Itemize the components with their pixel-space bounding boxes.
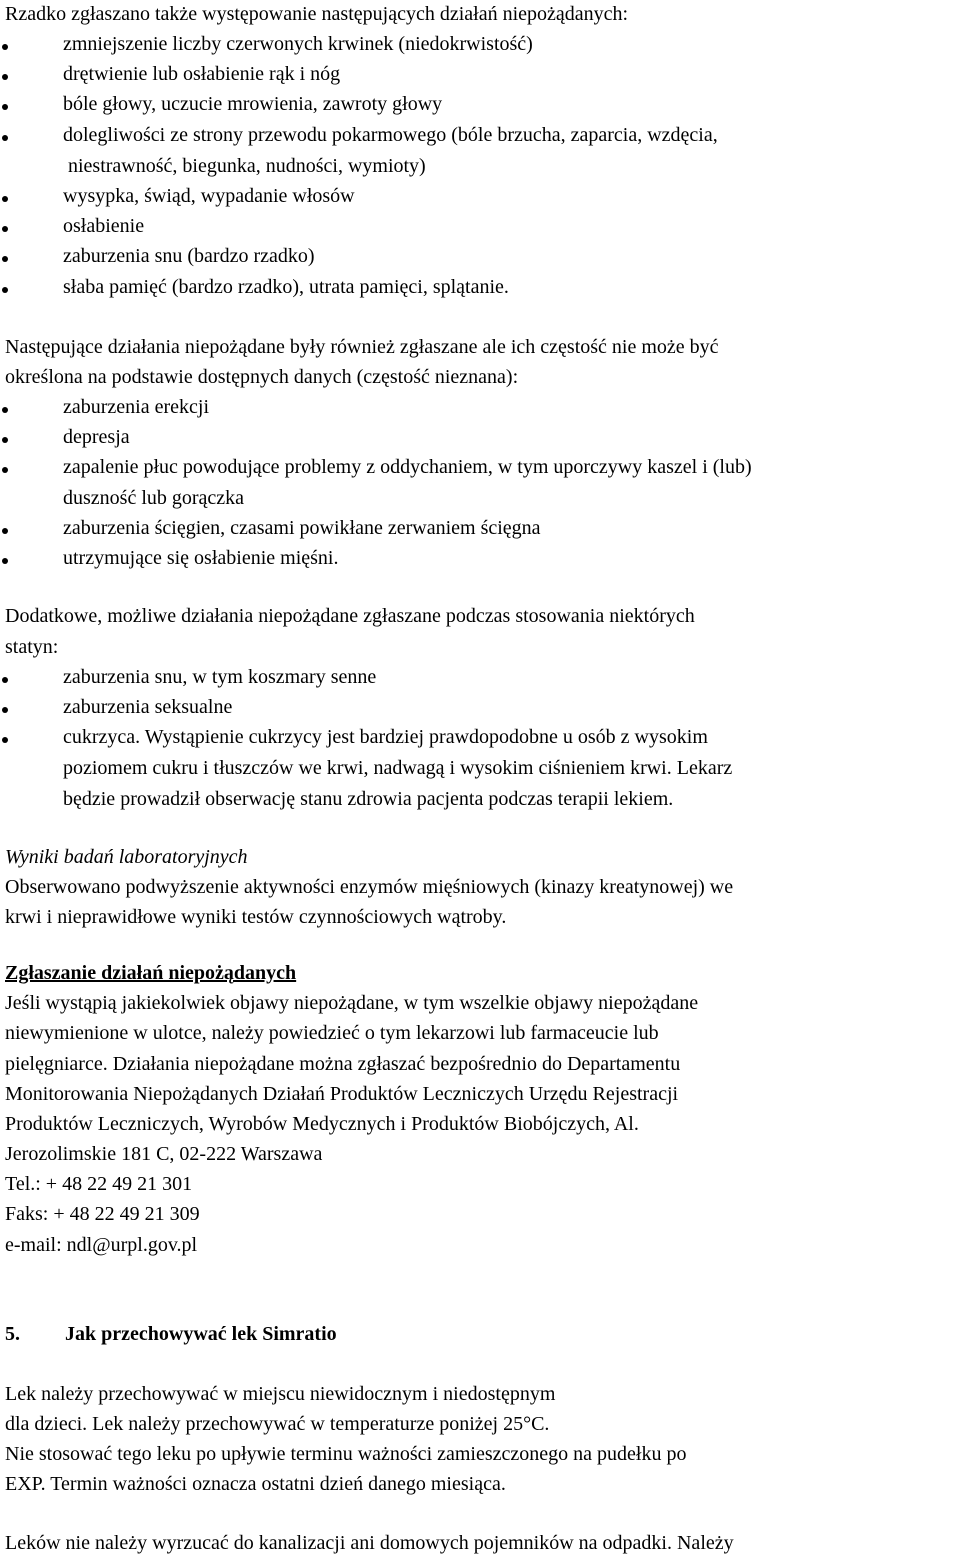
list-item: wysypka, świąd, wypadanie włosów (63, 185, 355, 207)
section3-intro-line1: Dodatkowe, możliwe działania niepożądane zgłaszane podczas stosowania niektórych (5, 605, 695, 627)
reporting-line: niewymienione w ulotce, należy powiedzieć o tym lekarzowi lub farmaceucie lub (5, 1022, 659, 1044)
storage-heading: Jak przechowywać lek Simratio (65, 1323, 337, 1345)
list-item: osłabienie (63, 215, 145, 237)
bullet-icon (2, 74, 8, 80)
bullet-icon (2, 707, 8, 713)
lab-results-heading: Wyniki badań laboratoryjnych (5, 846, 248, 868)
list-item: zapalenie płuc powodujące problemy z oddychaniem, w tym uporczywy kaszel i (lub) (63, 456, 752, 478)
list-item: utrzymujące się osłabienie mięśni. (63, 547, 339, 569)
email-address: e-mail: ndl@urpl.gov.pl (5, 1234, 198, 1256)
bullet-icon (2, 407, 8, 413)
bullet-icon (2, 104, 8, 110)
list-item: słaba pamięć (bardzo rzadko), utrata pamięci, splątanie. (63, 276, 509, 298)
section2-intro-line1: Następujące działania niepożądane były również zgłaszane ale ich częstość nie może być (5, 336, 719, 358)
reporting-line: pielęgniarce. Działania niepożądane można zgłaszać bezpośrednio do Departamentu (5, 1053, 681, 1075)
list-item: cukrzyca. Wystąpienie cukrzycy jest bardziej prawdopodobne u osób z wysokim (63, 726, 708, 748)
list-item: zmniejszenie liczby czerwonych krwinek (niedokrwistość) (63, 33, 533, 55)
list-item: zaburzenia ścięgien, czasami powikłane zerwaniem ścięgna (63, 517, 541, 539)
section2-intro-line2: określona na podstawie dostępnych danych (częstość nieznana): (5, 366, 519, 388)
section1-intro: Rzadko zgłaszano także występowanie następujących działań niepożądanych: (5, 3, 629, 25)
list-item-continuation: duszność lub gorączka (63, 487, 245, 509)
phone-number: Tel.: + 48 22 49 21 301 (5, 1173, 193, 1195)
list-item: dolegliwości ze strony przewodu pokarmowego (bóle brzucha, zaparcia, wzdęcia, (63, 124, 718, 146)
bullet-icon (2, 437, 8, 443)
bullet-icon (2, 737, 8, 743)
list-item-continuation: będzie prowadził obserwację stanu zdrowia pacjenta podczas terapii lekiem. (63, 788, 674, 810)
list-item: zaburzenia erekcji (63, 396, 210, 418)
list-item-continuation: niestrawność, biegunka, nudności, wymioty) (68, 155, 426, 177)
list-item: zaburzenia snu (bardzo rzadko) (63, 245, 315, 267)
bullet-icon (2, 558, 8, 564)
storage-line: dla dzieci. Lek należy przechowywać w temperaturze poniżej 25°C. (5, 1413, 550, 1435)
bullet-icon (2, 467, 8, 473)
bullet-icon (2, 44, 8, 50)
list-item: depresja (63, 426, 130, 448)
list-item-continuation: poziomem cukru i tłuszczów we krwi, nadwagą i wysokim ciśnieniem krwi. Lekarz (63, 757, 733, 779)
bullet-icon (2, 135, 8, 141)
fax-number: Faks: + 48 22 49 21 309 (5, 1203, 200, 1225)
storage-line: EXP. Termin ważności oznacza ostatni dzień danego miesiąca. (5, 1473, 506, 1495)
bullet-icon (2, 226, 8, 232)
list-item: zaburzenia snu, w tym koszmary senne (63, 666, 377, 688)
bullet-icon (2, 677, 8, 683)
reporting-heading: Zgłaszanie działań niepożądanych (5, 962, 297, 984)
bullet-icon (2, 196, 8, 202)
reporting-line: Jerozolimskie 181 C, 02-222 Warszawa (5, 1143, 323, 1165)
lab-results-line2: krwi i nieprawidłowe wyniki testów czynnościowych wątroby. (5, 906, 507, 928)
list-item: drętwienie lub osłabienie rąk i nóg (63, 63, 341, 85)
list-item: bóle głowy, uczucie mrowienia, zawroty głowy (63, 93, 443, 115)
bullet-icon (2, 528, 8, 534)
section-number: 5. (5, 1323, 20, 1345)
section3-intro-line2: statyn: (5, 636, 59, 658)
reporting-line: Jeśli wystąpią jakiekolwiek objawy niepożądane, w tym wszelkie objawy niepożądane (5, 992, 699, 1014)
storage-line: Nie stosować tego leku po upływie terminu ważności zamieszczonego na pudełku po (5, 1443, 687, 1465)
lab-results-line1: Obserwowano podwyższenie aktywności enzymów mięśniowych (kinazy kreatynowej) we (5, 876, 734, 898)
reporting-line: Monitorowania Niepożądanych Działań Produktów Leczniczych Urzędu Rejestracji (5, 1083, 679, 1105)
reporting-line: Produktów Leczniczych, Wyrobów Medycznych i Produktów Biobójczych, Al. (5, 1113, 639, 1135)
bullet-icon (2, 287, 8, 293)
storage-line: Lek należy przechowywać w miejscu niewidocznym i niedostępnym (5, 1383, 556, 1405)
disposal-line: Leków nie należy wyrzucać do kanalizacji ani domowych pojemników na odpadki. Należy (5, 1532, 734, 1554)
bullet-icon (2, 256, 8, 262)
list-item: zaburzenia seksualne (63, 696, 233, 718)
